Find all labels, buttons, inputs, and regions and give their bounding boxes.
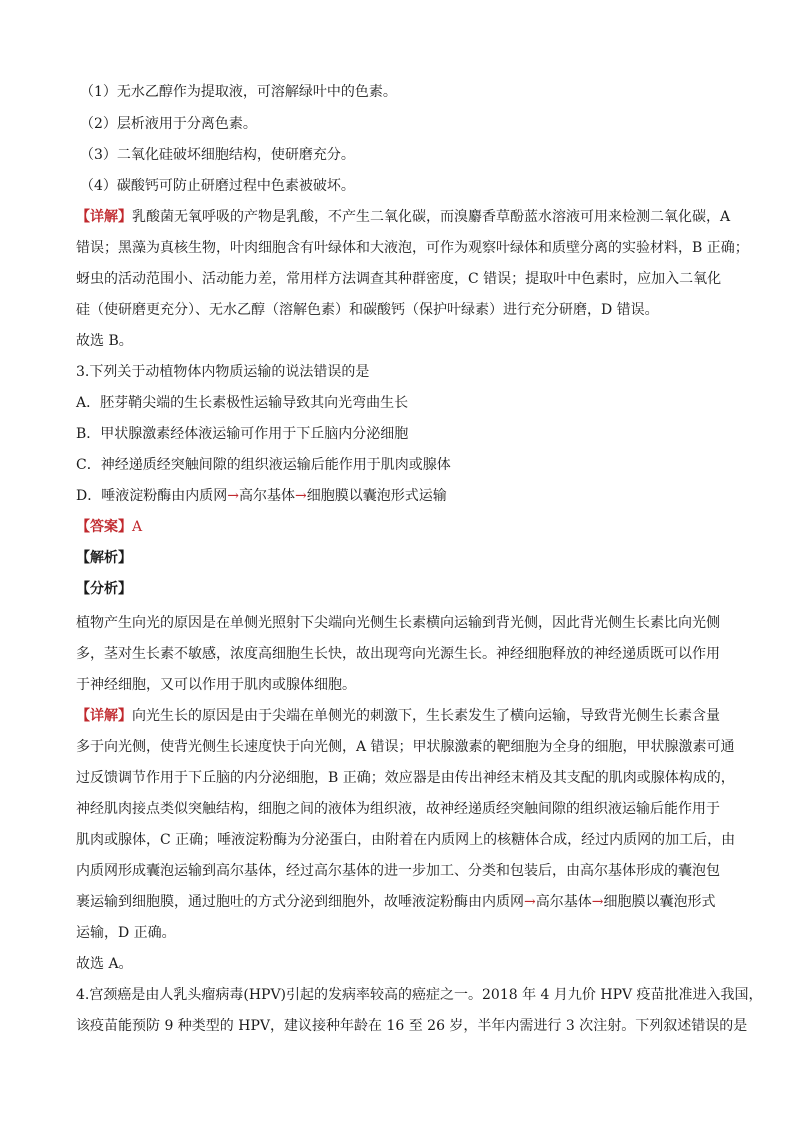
arrow-icon: → [294,488,307,504]
q4-stem-line-1: 4.宫颈癌是由人乳头瘤病毒(HPV)引起的发病率较高的癌症之一。2018 年 4 月九价 HPV 疫苗批准进入我国， [76,987,763,1003]
q3-option-a: A．胚芽鞘尖端的生长素极性运输导致其向光弯曲生长 [76,395,409,411]
q3-detail-line-3: 过反馈调节作用于下丘脑的内分泌细胞，B 正确；效应器是由传出神经末梢及其支配的肌肉或腺体构成的， [76,770,735,786]
q3-detail-line-1: 【详解】向光生长的原因是由于尖端在单侧光的刺激下，生长素发生了横向运输，导致背光侧生长素含量 [76,708,720,724]
q3-choose: 故选 A。 [76,956,133,972]
q3-fenxi-line-2: 多，茎对生长素不敏感，浓度高细胞生长快，故出现弯向光源生长。神经细胞释放的神经递质既可以作用 [76,646,720,662]
q3-answer: 【答案】A [76,519,143,535]
q3-fenxi-line-1: 植物产生向光的原因是在单侧光照射下尖端向光侧生长素横向运输到背光侧，因此背光侧生长素比向光侧 [76,615,720,631]
detail-tag: 【详解】 [76,209,132,225]
q3-detail-line-6: 内质网形成囊泡运输到高尔基体，经过高尔基体的进一步加工、分类和包装后，由高尔基体形成的囊泡包 [76,863,720,879]
point-1: （1）无水乙醇作为提取液，可溶解绿叶中的色素。 [80,84,397,100]
arrow-icon: → [524,894,536,910]
q2-choose: 故选 B。 [76,333,133,349]
q2-detail-line-3: 蚜虫的活动范围小、活动能力差，常用样方法调查其种群密度，C 错误；提取叶中色素时，应加入二氧化 [76,271,722,287]
arrow-icon: → [591,894,604,910]
q3-detail-line-7: 裹运输到细胞膜，通过胞吐的方式分泌到细胞外，故唾液淀粉酶由内质网→高尔基体→细胞膜以囊泡形式 [76,894,716,910]
q3-analysis-tag: 【解析】 [76,550,132,566]
point-2: （2）层析液用于分离色素。 [80,116,257,132]
q4-stem-line-2: 该疫苗能预防 9 种类型的 HPV，建议接种年龄在 16 至 26 岁，半年内需进行 3 次注射。下列叙述错误的是 [76,1018,748,1034]
q2-detail-line-4: 硅（使研磨更充分）、无水乙醇（溶解色素）和碳酸钙（保护叶绿素）进行充分研磨，D 错误。 [76,302,659,318]
q3-detail-line-8: 运输，D 正确。 [76,925,176,941]
q3-detail-line-4: 神经肌肉接点类似突触结构，细胞之间的液体为组织液，故神经递质经突触间隙的组织液运输后能作用于 [76,801,720,817]
q3-detail-line-5: 肌肉或腺体，C 正确；唾液淀粉酶为分泌蛋白，由附着在内质网上的核糖体合成，经过内质网的加工后，由 [76,832,736,848]
q3-fenxi-line-3: 于神经细胞，又可以作用于肌肉或腺体细胞。 [76,677,356,693]
q3-fenxi-tag: 【分析】 [76,581,132,597]
point-3: （3）二氧化硅破坏细胞结构，使研磨充分。 [80,147,355,163]
q2-detail-line-1: 【详解】乳酸菌无氧呼吸的产物是乳酸，不产生二氧化碳，而溴麝香草酚蓝水溶液可用来检测二氧化碳，A [76,209,731,225]
answer-value: A [132,519,143,535]
q3-option-c: C．神经递质经突触间隙的组织液运输后能作用于肌肉或腺体 [76,457,451,473]
q2-detail-line-2: 错误；黑藻为真核生物，叶肉细胞含有叶绿体和大液泡，可作为观察叶绿体和质壁分离的实验材料，B 正确； [76,240,749,256]
q3-option-b: B．甲状腺激素经体液运输可作用于下丘脑内分泌细胞 [76,426,409,442]
q3-detail-line-2: 多于向光侧，使背光侧生长速度快于向光侧，A 错误；甲状腺激素的靶细胞为全身的细胞，甲状腺激素可通 [76,739,735,755]
arrow-icon: → [227,488,239,504]
point-4: （4）碳酸钙可防止研磨过程中色素被破坏。 [80,178,355,194]
q3-option-d: D．唾液淀粉酶由内质网→高尔基体→细胞膜以囊泡形式运输 [76,488,447,504]
q3-stem: 3.下列关于动植物体内物质运输的说法错误的是 [76,364,370,380]
